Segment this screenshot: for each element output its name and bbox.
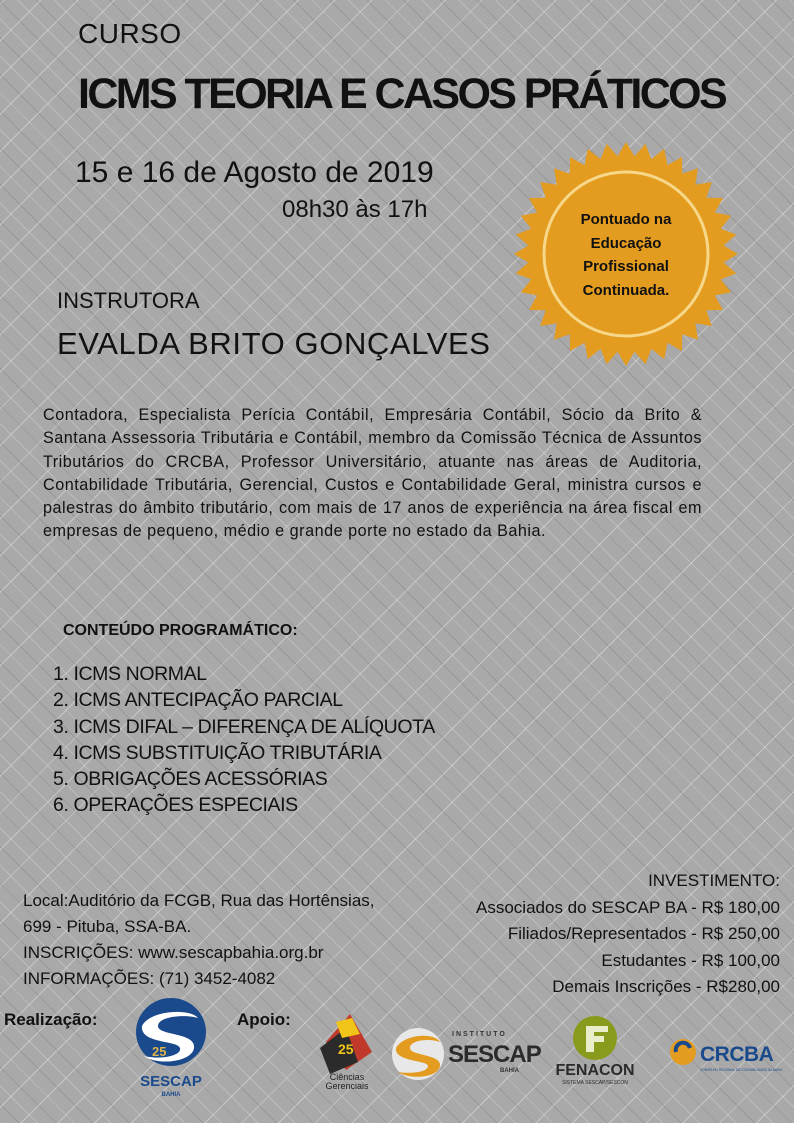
seal-line: Profissional [583,258,669,275]
instituto-sub: BAHIA [500,1068,519,1074]
seal-text [558,208,694,302]
instituto-text: SESCAP [448,1041,541,1068]
fenacon-text: FENACON [555,1062,635,1079]
instructor-name: EVALDA BRITO GONÇALVES [57,326,491,361]
seal-line: Continuada. [582,281,670,299]
fcgb-text2: Gerenciais [325,1081,369,1091]
price-line: Estudantes - R$ 100,00 [601,950,780,970]
sescap-logo-sub: BAHIA [161,1092,181,1098]
crcba-sub: CONSELHO REGIONAL DE CONTABILIDADE DA BAHIA [700,1068,783,1072]
investment-block [476,868,780,1001]
crcba-text: CRCBA [700,1043,774,1066]
list-item: 6. OPERAÇÕES ESPECIAIS [53,794,298,817]
list-item: 1. ICMS NORMAL [53,663,207,685]
price-line: Filiados/Representados - R$ 250,00 [507,924,780,943]
sescap-badge: 25 [152,1044,167,1059]
list-item: 5. OBRIGAÇÕES ACESSÓRIAS [53,768,328,791]
organizer-label: Realização: [4,1010,98,1029]
course-kicker: CURSO [78,18,182,49]
sescap-logo [128,996,214,1100]
sescap-logo-text: SESCAP [140,1073,202,1090]
program-title: CONTEÚDO PROGRAMÁTICO: [63,622,298,639]
course-time: 08h30 às 17h [282,196,428,223]
event-info [23,888,375,992]
program-list [53,661,435,819]
venue-line: 699 - Pituba, SSA-BA. [23,917,192,936]
instructor-label: INSTRUTORA [57,288,200,313]
investment-title: INVESTIMENTO: [648,871,780,890]
support-label: Apoio: [237,1010,291,1029]
fenacon-sub: SISTEMA SESCAP/SESCON [562,1080,628,1086]
crcba-logo [668,1036,782,1074]
price-line: Associados do SESCAP BA - R$ 180,00 [476,897,780,917]
seal-line: Educação [590,234,662,252]
instituto-sescap-logo [390,1024,541,1082]
instructor-bio: Contadora, Especialista Perícia Contábil, Empresária Contábil, Sócio da Brito & Santana Assessoria Tributária e Contábil, membro da Comissão Técnica de Assuntos Tributários do CRCBA, Professor Universitário, atuante nas áreas de Auditoria, Contabilidade Tributária, Gerencial, Custos e Contabilidade Geral, ministra cursos e palestras do âmbito tributário, com mais de 17 anos de experiência na área fiscal em empresas de pequeno, médio e grande porte no estado da Bahia. [43,406,702,541]
registration-link[interactable]: INSCRIÇÕES: www.sescapbahia.org.br [23,943,324,962]
list-item: 2. ICMS ANTECIPAÇÃO PARCIAL [53,689,343,712]
instituto-top: INSTITUTO [452,1031,507,1038]
fcgb-text1: Ciências [329,1072,365,1082]
fenacon-logo [550,1014,640,1086]
contact-phone: INFORMAÇÕES: (71) 3452-4082 [23,969,276,988]
venue-line: Local:Auditório da FCGB, Rua das Hortênsias, [23,891,375,910]
fcgb-logo [316,1012,378,1092]
course-title: ICMS TEORIA E CASOS PRÁTICOS [78,70,726,118]
seal-line: Pontuado na [580,211,672,228]
course-date: 15 e 16 de Agosto de 2019 [75,156,434,189]
list-item: 3. ICMS DIFAL – DIFERENÇA DE ALÍQUOTA [53,715,435,738]
price-line: Demais Inscrições - R$280,00 [552,977,780,996]
fcgb-badge: 25 [338,1041,354,1057]
list-item: 4. ICMS SUBSTITUIÇÃO TRIBUTÁRIA [53,741,382,764]
